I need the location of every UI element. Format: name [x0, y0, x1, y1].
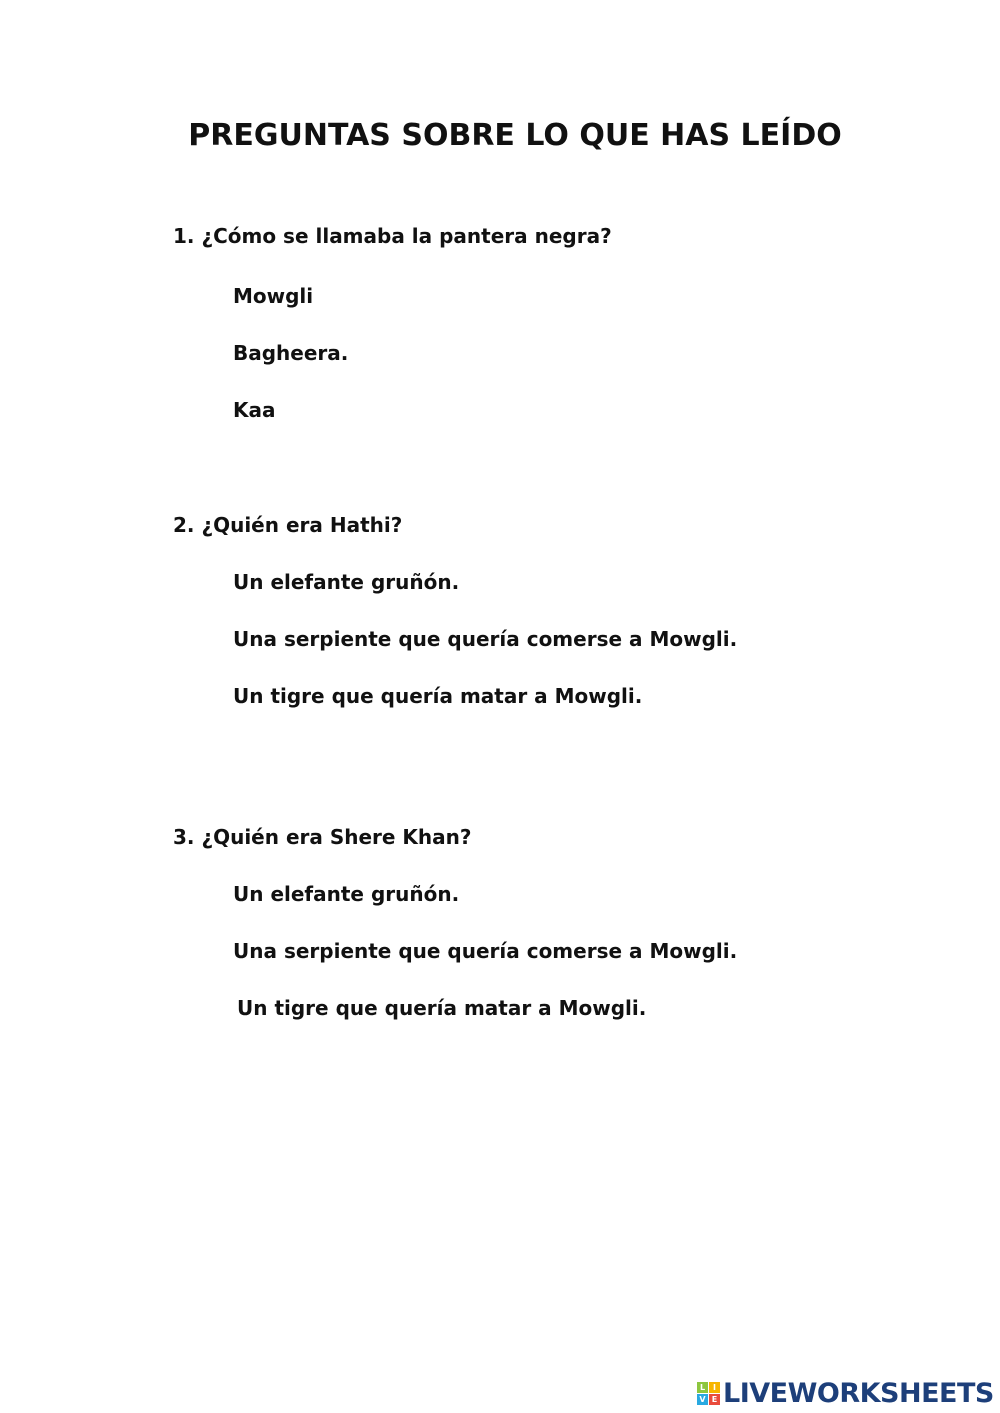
option[interactable]: Un tigre que quería matar a Mowgli. [237, 996, 647, 1020]
logo-badge-icon: L I V E [697, 1382, 720, 1405]
option[interactable]: Bagheera. [233, 341, 349, 365]
question-3: 3. ¿Quién era Shere Khan? [173, 825, 472, 849]
question-2: 2. ¿Quién era Hathi? [173, 513, 403, 537]
page-title: PREGUNTAS SOBRE LO QUE HAS LEÍDO [188, 118, 842, 153]
option[interactable]: Mowgli [233, 284, 314, 308]
option[interactable]: Una serpiente que quería comerse a Mowgli. [233, 939, 738, 963]
option[interactable]: Kaa [233, 398, 276, 422]
question-1: 1. ¿Cómo se llamaba la pantera negra? [173, 224, 612, 248]
option[interactable]: Un elefante gruñón. [233, 570, 460, 594]
liveworksheets-logo: L I V E LIVEWORKSHEETS [697, 1378, 994, 1409]
option[interactable]: Un tigre que quería matar a Mowgli. [233, 684, 643, 708]
option[interactable]: Un elefante gruñón. [233, 882, 460, 906]
option[interactable]: Una serpiente que quería comerse a Mowgli. [233, 627, 738, 651]
